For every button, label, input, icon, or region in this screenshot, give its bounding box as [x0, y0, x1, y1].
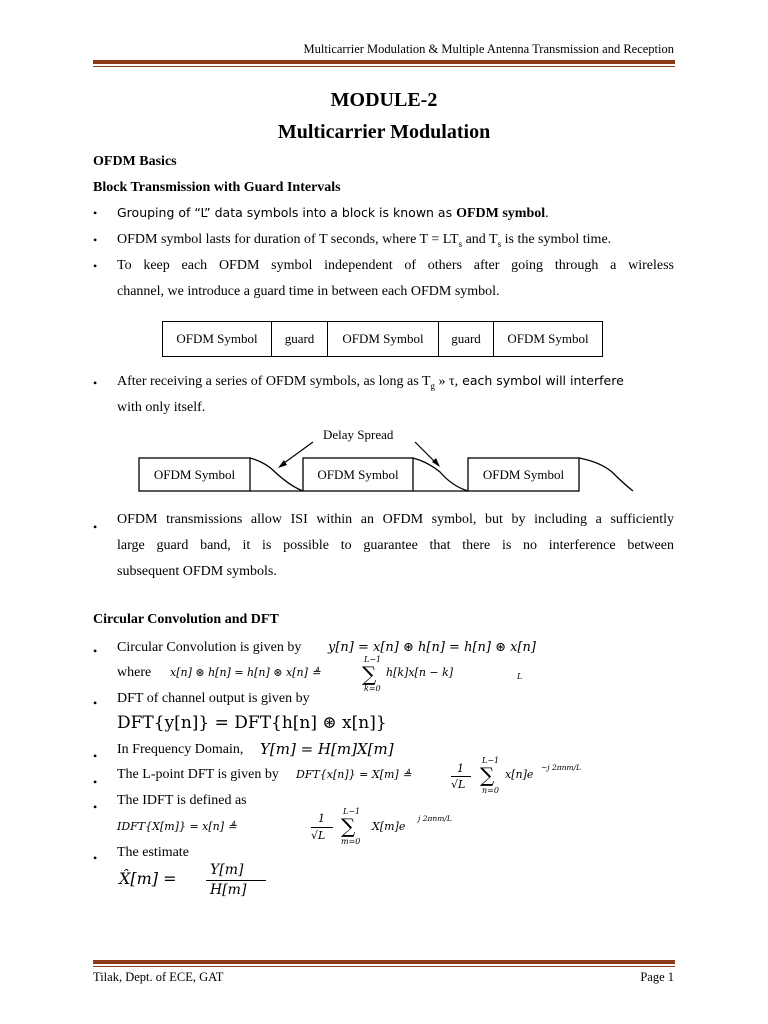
frac-denominator: √L: [451, 778, 466, 791]
page-number: Page 1: [640, 970, 674, 984]
bullet: •: [93, 233, 98, 247]
bullet-text-1: Grouping of “L” data symbols into a block is known as OFDM symbol.: [117, 205, 549, 221]
dft-def-text: The L-point DFT is given by: [117, 767, 279, 782]
idft-text: The IDFT is defined as: [117, 793, 247, 808]
sum-upper: L−1: [343, 807, 361, 816]
delay-tail: [413, 458, 468, 491]
ofdm-symbol-label: OFDM Symbol: [317, 466, 399, 482]
ofdm-symbol-box: OFDM Symbol: [493, 321, 603, 357]
fraction-bar: [311, 827, 333, 828]
bullet: •: [93, 696, 98, 710]
bullet-text-5-line-1: OFDM transmissions allow ISI within an OFDM symbol, but by including a sufficiently: [117, 512, 674, 527]
footer-rule-thin: [93, 966, 675, 967]
dft-def-left: DFT{x[n]} = X[m] ≜: [296, 768, 412, 781]
dft-def-right: x[n]e: [505, 768, 534, 781]
dft-output-text: DFT of channel output is given by: [117, 691, 310, 706]
section-heading-circular-convolution: Circular Convolution and DFT: [93, 612, 279, 627]
freq-domain-equation: Y[m] = H[m]X[m]: [260, 740, 394, 758]
module-heading: MODULE-2: [330, 89, 438, 111]
bullet: •: [93, 259, 98, 273]
sum-lower: k=0: [364, 684, 381, 693]
header-rule-thin: [93, 66, 675, 67]
estimate-lhs: X̂[m] =: [119, 869, 177, 888]
delay-tail: [250, 458, 303, 491]
section-heading-ofdm-basics: OFDM Basics: [93, 154, 177, 169]
freq-domain-text: In Frequency Domain,: [117, 742, 244, 757]
header-rule: [93, 60, 675, 64]
frac-numerator: 1: [318, 812, 325, 825]
conv-equation: y[n] = x[n] ⊛ h[n] = h[n] ⊛ x[n]: [328, 640, 536, 655]
sum-upper: L−1: [364, 655, 382, 664]
footer-author: Tilak, Dept. of ECE, GAT: [93, 970, 224, 984]
where-label: where: [117, 665, 152, 680]
where-equation-right: h[k]x[n − k]: [386, 666, 454, 679]
bullet-text-3-line-1: To keep each OFDM symbol independent of others after going through a wireless: [117, 258, 674, 273]
footer-rule: [93, 960, 675, 964]
where-equation-left: x[n] ⊛ h[n] = h[n] ⊛ x[n] ≜: [170, 666, 321, 679]
delay-spread-label: Delay Spread: [323, 427, 394, 442]
guard-box: guard: [271, 321, 328, 357]
fraction-bar: [451, 776, 471, 777]
frac-denominator: √L: [311, 829, 326, 842]
ofdm-symbol-box: OFDM Symbol: [327, 321, 439, 357]
sum-upper: L−1: [482, 756, 500, 765]
estimate-denominator: H[m]: [210, 882, 247, 898]
subsection-heading: Block Transmission with Guard Intervals: [93, 180, 341, 195]
bullet: •: [93, 775, 98, 789]
bullet-text-2: OFDM symbol lasts for duration of T seconds, where $T = LT_s$ and $T_s$ is the symbol time.: [117, 232, 612, 249]
estimate-text: The estimate: [117, 845, 189, 860]
bullet: •: [93, 376, 98, 390]
ofdm-symbol-box: OFDM Symbol: [162, 321, 272, 357]
bullet-text-3-line-2: channel, we introduce a guard time in between each OFDM symbol.: [117, 284, 500, 299]
ofdm-symbol-label: OFDM Symbol: [482, 466, 565, 482]
sum-lower: m=0: [341, 837, 361, 846]
bullet-text-4-line-2: with only itself.: [117, 400, 206, 415]
bullet-text-4: After receiving a series of OFDM symbols, as long as $T_g$ » τ, each symbol will interfere: [117, 373, 624, 391]
bullet: •: [93, 206, 98, 220]
bullet: •: [93, 851, 98, 865]
dft-equation: DFT{y[n]} = DFT{h[n] ⊛ x[n]}: [117, 713, 387, 733]
running-header: Multicarrier Modulation & Multiple Antenna Transmission and Reception: [303, 42, 674, 56]
idft-left: IDFT{X[m]} = x[n] ≜: [117, 820, 237, 833]
frac-numerator: 1: [457, 762, 464, 775]
idft-right: X[m]e: [372, 820, 406, 833]
bullet: •: [93, 644, 98, 658]
sum-sign: ∑: [362, 662, 377, 686]
bullet: •: [93, 749, 98, 763]
sum-lower: n=0: [482, 786, 499, 795]
sum-sign: ∑: [341, 814, 356, 838]
ofdm-symbol-label: OFDM Symbol: [153, 466, 236, 482]
delay-tail: [579, 458, 633, 491]
bullet-text-5-line-2: large guard band, it is possible to guarantee that there is no interference between: [117, 538, 674, 553]
where-equation-subscript: L: [517, 672, 523, 681]
guard-box: guard: [438, 321, 494, 357]
conv-text: Circular Convolution is given by: [117, 640, 302, 655]
bullet: •: [93, 800, 98, 814]
bullet: •: [93, 520, 98, 534]
page-title: Multicarrier Modulation: [277, 121, 491, 143]
idft-exponent: j 2πnm/L: [418, 814, 452, 823]
sum-sign: ∑: [480, 763, 495, 787]
bullet-text-5-line-3: subsequent OFDM symbols.: [117, 564, 277, 579]
dft-exponent: −j 2πnm/L: [541, 763, 582, 772]
estimate-numerator: Y[m]: [210, 862, 244, 878]
